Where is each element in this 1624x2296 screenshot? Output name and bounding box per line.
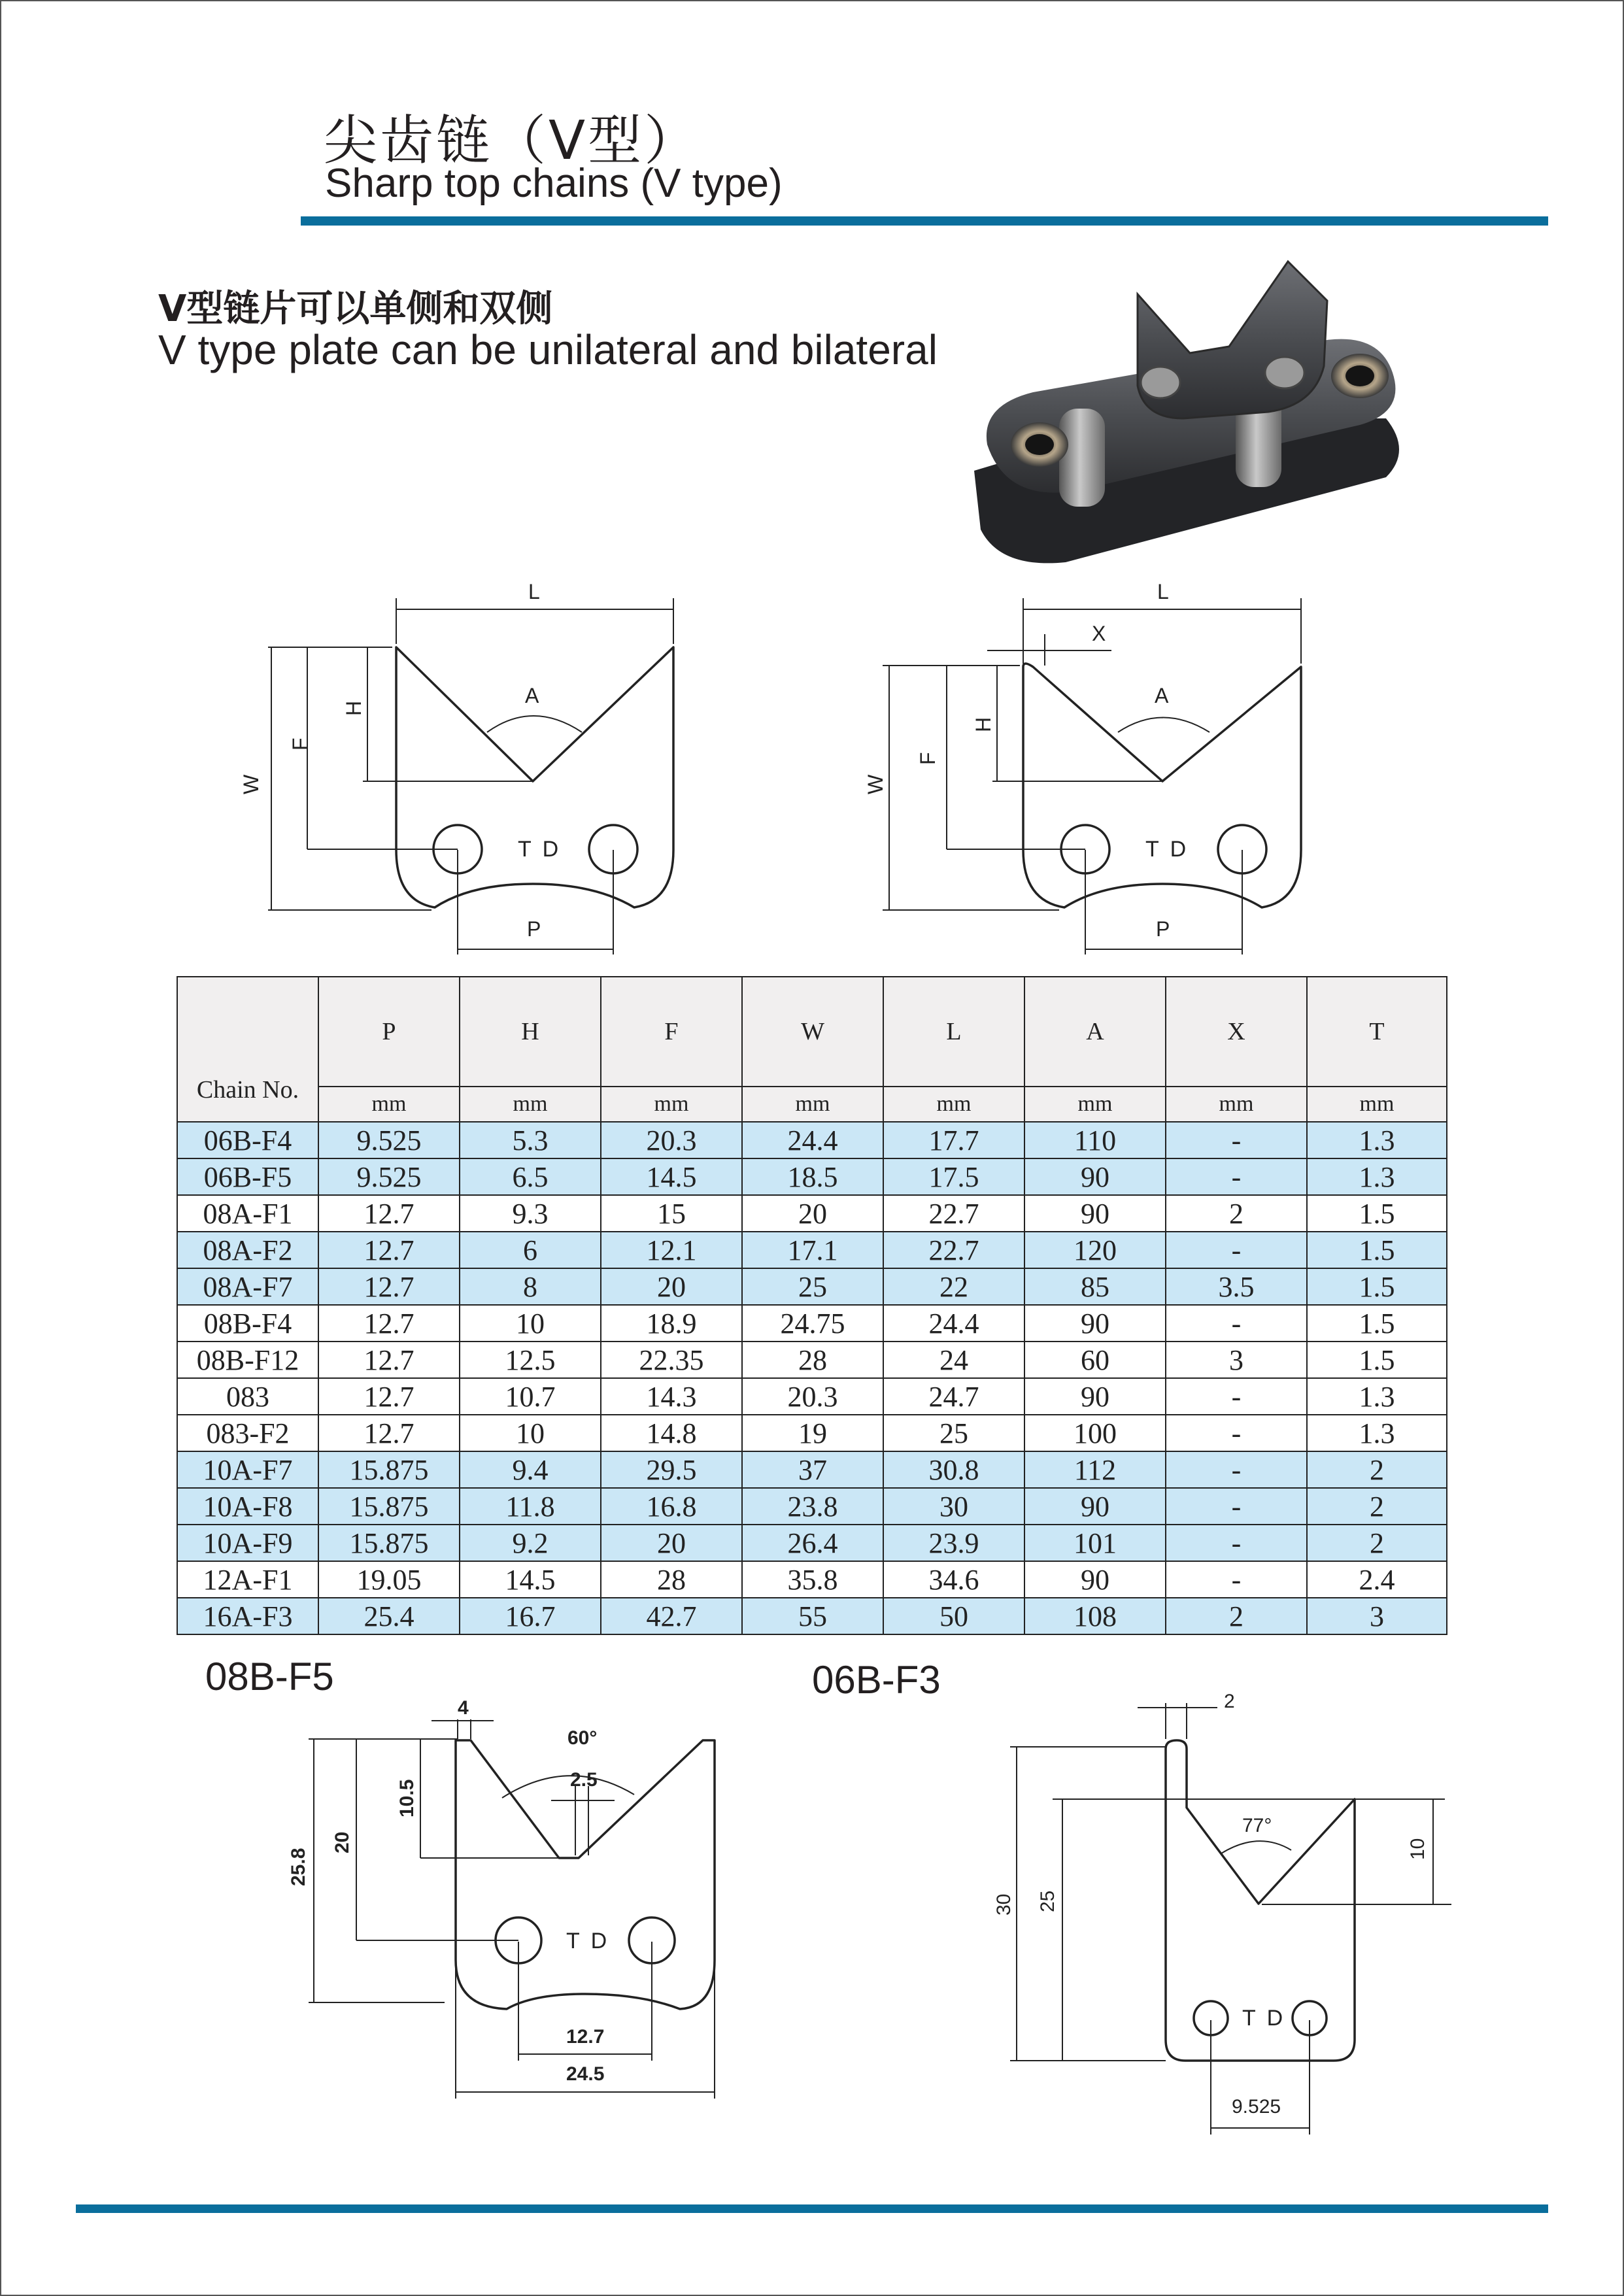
cell-X: -	[1166, 1451, 1307, 1488]
cell-T: 3	[1307, 1598, 1447, 1634]
cell-W: 18.5	[742, 1158, 883, 1195]
cell-H: 16.7	[460, 1598, 601, 1634]
cell-L: 25	[883, 1415, 1024, 1451]
table-row	[177, 1488, 1447, 1525]
cell-T: 2.4	[1307, 1561, 1447, 1598]
dim-08b-f: 20	[331, 1831, 353, 1853]
dim-L: L	[528, 580, 540, 603]
col-W: W	[742, 977, 883, 1087]
page-title-cn: 尖齿链（V型）	[324, 110, 701, 172]
cell-P: 9.525	[318, 1158, 460, 1195]
cell-H: 8	[460, 1268, 601, 1305]
spec-table	[177, 976, 1447, 1635]
header-rule	[301, 216, 1548, 226]
dim-H: H	[342, 700, 365, 716]
cell-L: 30	[883, 1488, 1024, 1525]
cell-L: 34.6	[883, 1561, 1024, 1598]
td-mark-left: T D	[518, 837, 562, 862]
dim-06b-angle: 77°	[1242, 1815, 1272, 1836]
cell-H: 6	[460, 1232, 601, 1268]
dim-F-right: F	[916, 752, 939, 765]
cell-T: 1.5	[1307, 1342, 1447, 1378]
table-row	[177, 1378, 1447, 1415]
cell-T: 1.3	[1307, 1378, 1447, 1415]
cell-P: 15.875	[318, 1488, 460, 1525]
cell-chain-no: 083-F2	[177, 1415, 318, 1451]
cell-A: 101	[1024, 1525, 1166, 1561]
cell-H: 12.5	[460, 1342, 601, 1378]
cell-P: 12.7	[318, 1268, 460, 1305]
cell-H: 10	[460, 1305, 601, 1342]
cell-P: 12.7	[318, 1378, 460, 1415]
col-P: P	[318, 977, 460, 1087]
cell-A: 90	[1024, 1561, 1166, 1598]
cell-L: 22.7	[883, 1232, 1024, 1268]
table-row	[177, 1268, 1447, 1305]
cell-chain-no: 06B-F5	[177, 1158, 318, 1195]
cell-P: 19.05	[318, 1561, 460, 1598]
cell-A: 90	[1024, 1305, 1166, 1342]
col-X: X	[1166, 977, 1307, 1087]
cell-W: 25	[742, 1268, 883, 1305]
cell-F: 18.9	[601, 1305, 742, 1342]
unit-L: mm	[883, 1087, 1024, 1122]
cell-chain-no: 12A-F1	[177, 1561, 318, 1598]
cell-L: 17.7	[883, 1122, 1024, 1158]
cell-chain-no: 08A-F7	[177, 1268, 318, 1305]
table-row	[177, 1451, 1447, 1488]
table-row	[177, 1598, 1447, 1634]
cell-A: 110	[1024, 1122, 1166, 1158]
table-row	[177, 1122, 1447, 1158]
cell-H: 10	[460, 1415, 601, 1451]
subtitle-cn: V型链片可以单侧和双侧	[158, 288, 553, 330]
cell-W: 24.4	[742, 1122, 883, 1158]
cell-F: 14.3	[601, 1378, 742, 1415]
cell-H: 11.8	[460, 1488, 601, 1525]
cell-A: 100	[1024, 1415, 1166, 1451]
cell-P: 15.875	[318, 1451, 460, 1488]
cell-T: 1.5	[1307, 1305, 1447, 1342]
dim-06b-h: 10	[1407, 1838, 1429, 1860]
cell-A: 60	[1024, 1342, 1166, 1378]
cell-F: 29.5	[601, 1451, 742, 1488]
unit-T: mm	[1307, 1087, 1447, 1122]
cell-W: 24.75	[742, 1305, 883, 1342]
cell-T: 1.5	[1307, 1232, 1447, 1268]
cell-H: 9.3	[460, 1195, 601, 1232]
cell-F: 22.35	[601, 1342, 742, 1378]
table-row	[177, 1525, 1447, 1561]
cell-W: 17.1	[742, 1232, 883, 1268]
dim-08b-tip: 4	[458, 1697, 469, 1719]
unit-H: mm	[460, 1087, 601, 1122]
cell-chain-no: 08B-F4	[177, 1305, 318, 1342]
cell-X: -	[1166, 1488, 1307, 1525]
label-06b-f3: 06B-F3	[812, 1658, 941, 1702]
label-08b-f5: 08B-F5	[205, 1655, 334, 1698]
dim-06b-p: 9.525	[1232, 2096, 1281, 2118]
cell-P: 12.7	[318, 1415, 460, 1451]
dim-08b-w: 25.8	[288, 1848, 309, 1886]
cell-chain-no: 08A-F1	[177, 1195, 318, 1232]
detail-06b-f3	[981, 1687, 1478, 2144]
cell-chain-no: 08B-F12	[177, 1342, 318, 1378]
table-row	[177, 1158, 1447, 1195]
td-mark-06b: T D	[1242, 2006, 1286, 2031]
dim-08b-gap: 2.5	[570, 1769, 598, 1791]
col-L: L	[883, 977, 1024, 1087]
dim-08b-h: 10.5	[396, 1779, 418, 1817]
cell-L: 22	[883, 1268, 1024, 1305]
dim-A-right: A	[1155, 684, 1169, 707]
cell-T: 2	[1307, 1525, 1447, 1561]
cell-A: 90	[1024, 1488, 1166, 1525]
cell-X: 2	[1166, 1195, 1307, 1232]
unit-X: mm	[1166, 1087, 1307, 1122]
cell-A: 90	[1024, 1158, 1166, 1195]
cell-X: 3.5	[1166, 1268, 1307, 1305]
dim-08b-l: 24.5	[566, 2063, 605, 2085]
cell-P: 12.7	[318, 1305, 460, 1342]
cell-X: 2	[1166, 1598, 1307, 1634]
dim-P: P	[527, 917, 541, 941]
cell-W: 37	[742, 1451, 883, 1488]
cell-T: 1.5	[1307, 1268, 1447, 1305]
cell-L: 24.4	[883, 1305, 1024, 1342]
left-plate-view	[235, 575, 732, 968]
cell-F: 20	[601, 1525, 742, 1561]
cell-P: 25.4	[318, 1598, 460, 1634]
cell-F: 28	[601, 1561, 742, 1598]
cell-L: 24.7	[883, 1378, 1024, 1415]
cell-H: 9.2	[460, 1525, 601, 1561]
cell-A: 85	[1024, 1268, 1166, 1305]
cell-F: 16.8	[601, 1488, 742, 1525]
detail-08b-f5	[281, 1687, 752, 2105]
cell-W: 19	[742, 1415, 883, 1451]
table-row	[177, 1342, 1447, 1378]
cell-H: 9.4	[460, 1451, 601, 1488]
cell-F: 15	[601, 1195, 742, 1232]
footer-rule	[76, 2204, 1548, 2213]
cell-P: 12.7	[318, 1342, 460, 1378]
cell-F: 12.1	[601, 1232, 742, 1268]
dim-08b-p: 12.7	[566, 2026, 605, 2048]
cell-chain-no: 083	[177, 1378, 318, 1415]
cell-X: -	[1166, 1415, 1307, 1451]
cell-W: 26.4	[742, 1525, 883, 1561]
col-A: A	[1024, 977, 1166, 1087]
unit-P: mm	[318, 1087, 460, 1122]
cell-W: 20.3	[742, 1378, 883, 1415]
cell-W: 23.8	[742, 1488, 883, 1525]
table-row	[177, 1561, 1447, 1598]
cell-L: 24	[883, 1342, 1024, 1378]
cell-F: 42.7	[601, 1598, 742, 1634]
cell-W: 28	[742, 1342, 883, 1378]
cell-chain-no: 16A-F3	[177, 1598, 318, 1634]
cell-A: 90	[1024, 1378, 1166, 1415]
cell-W: 55	[742, 1598, 883, 1634]
cell-H: 5.3	[460, 1122, 601, 1158]
subtitle-en: V type plate can be unilateral and bilateral	[158, 326, 938, 373]
cell-chain-no: 10A-F7	[177, 1451, 318, 1488]
dim-08b-angle: 60°	[567, 1727, 598, 1749]
dim-X-right: X	[1092, 622, 1106, 645]
cell-P: 9.525	[318, 1122, 460, 1158]
cell-X: -	[1166, 1305, 1307, 1342]
cell-L: 30.8	[883, 1451, 1024, 1488]
cell-X: -	[1166, 1122, 1307, 1158]
cell-H: 6.5	[460, 1158, 601, 1195]
cell-H: 14.5	[460, 1561, 601, 1598]
cell-P: 15.875	[318, 1525, 460, 1561]
unit-W: mm	[742, 1087, 883, 1122]
cell-A: 120	[1024, 1232, 1166, 1268]
cell-F: 20	[601, 1268, 742, 1305]
chain-photo	[961, 255, 1510, 582]
td-mark-right: T D	[1145, 837, 1189, 862]
cell-T: 1.3	[1307, 1415, 1447, 1451]
cell-T: 2	[1307, 1451, 1447, 1488]
unit-A: mm	[1024, 1087, 1166, 1122]
cell-X: 3	[1166, 1342, 1307, 1378]
cell-T: 2	[1307, 1488, 1447, 1525]
table-row	[177, 1415, 1447, 1451]
cell-X: -	[1166, 1378, 1307, 1415]
right-plate-view	[850, 575, 1347, 968]
table-row	[177, 1305, 1447, 1342]
cell-L: 50	[883, 1598, 1024, 1634]
cell-T: 1.3	[1307, 1122, 1447, 1158]
cell-T: 1.5	[1307, 1195, 1447, 1232]
cell-F: 20.3	[601, 1122, 742, 1158]
cell-X: -	[1166, 1158, 1307, 1195]
col-H: H	[460, 977, 601, 1087]
dim-06b-f: 25	[1037, 1890, 1058, 1912]
cell-P: 12.7	[318, 1195, 460, 1232]
col-chain-no: Chain No.	[177, 977, 318, 1122]
page-title-en: Sharp top chains (V type)	[325, 161, 783, 206]
cell-A: 108	[1024, 1598, 1166, 1634]
dim-F: F	[288, 737, 312, 751]
table-row	[177, 1232, 1447, 1268]
td-mark-08b: T D	[566, 1929, 610, 1953]
cell-chain-no: 10A-F8	[177, 1488, 318, 1525]
cell-A: 112	[1024, 1451, 1166, 1488]
cell-T: 1.3	[1307, 1158, 1447, 1195]
table-row	[177, 1195, 1447, 1232]
cell-X: -	[1166, 1232, 1307, 1268]
col-T: T	[1307, 977, 1447, 1087]
cell-F: 14.8	[601, 1415, 742, 1451]
cell-X: -	[1166, 1525, 1307, 1561]
cell-P: 12.7	[318, 1232, 460, 1268]
dim-06b-tip: 2	[1224, 1691, 1235, 1712]
dim-A: A	[525, 684, 539, 707]
cell-W: 20	[742, 1195, 883, 1232]
cell-chain-no: 10A-F9	[177, 1525, 318, 1561]
dim-L-right: L	[1157, 580, 1169, 603]
cell-X: -	[1166, 1561, 1307, 1598]
cell-A: 90	[1024, 1195, 1166, 1232]
cell-L: 17.5	[883, 1158, 1024, 1195]
cell-chain-no: 08A-F2	[177, 1232, 318, 1268]
unit-F: mm	[601, 1087, 742, 1122]
cell-L: 22.7	[883, 1195, 1024, 1232]
dim-P-right: P	[1156, 917, 1170, 941]
col-F: F	[601, 977, 742, 1087]
dim-W: W	[239, 774, 263, 794]
cell-H: 10.7	[460, 1378, 601, 1415]
dim-H-right: H	[972, 717, 995, 732]
cell-F: 14.5	[601, 1158, 742, 1195]
spec-table-body	[177, 1122, 1447, 1634]
dim-06b-w: 30	[993, 1893, 1015, 1916]
cell-L: 23.9	[883, 1525, 1024, 1561]
cell-W: 35.8	[742, 1561, 883, 1598]
cell-chain-no: 06B-F4	[177, 1122, 318, 1158]
dim-W-right: W	[864, 774, 887, 794]
